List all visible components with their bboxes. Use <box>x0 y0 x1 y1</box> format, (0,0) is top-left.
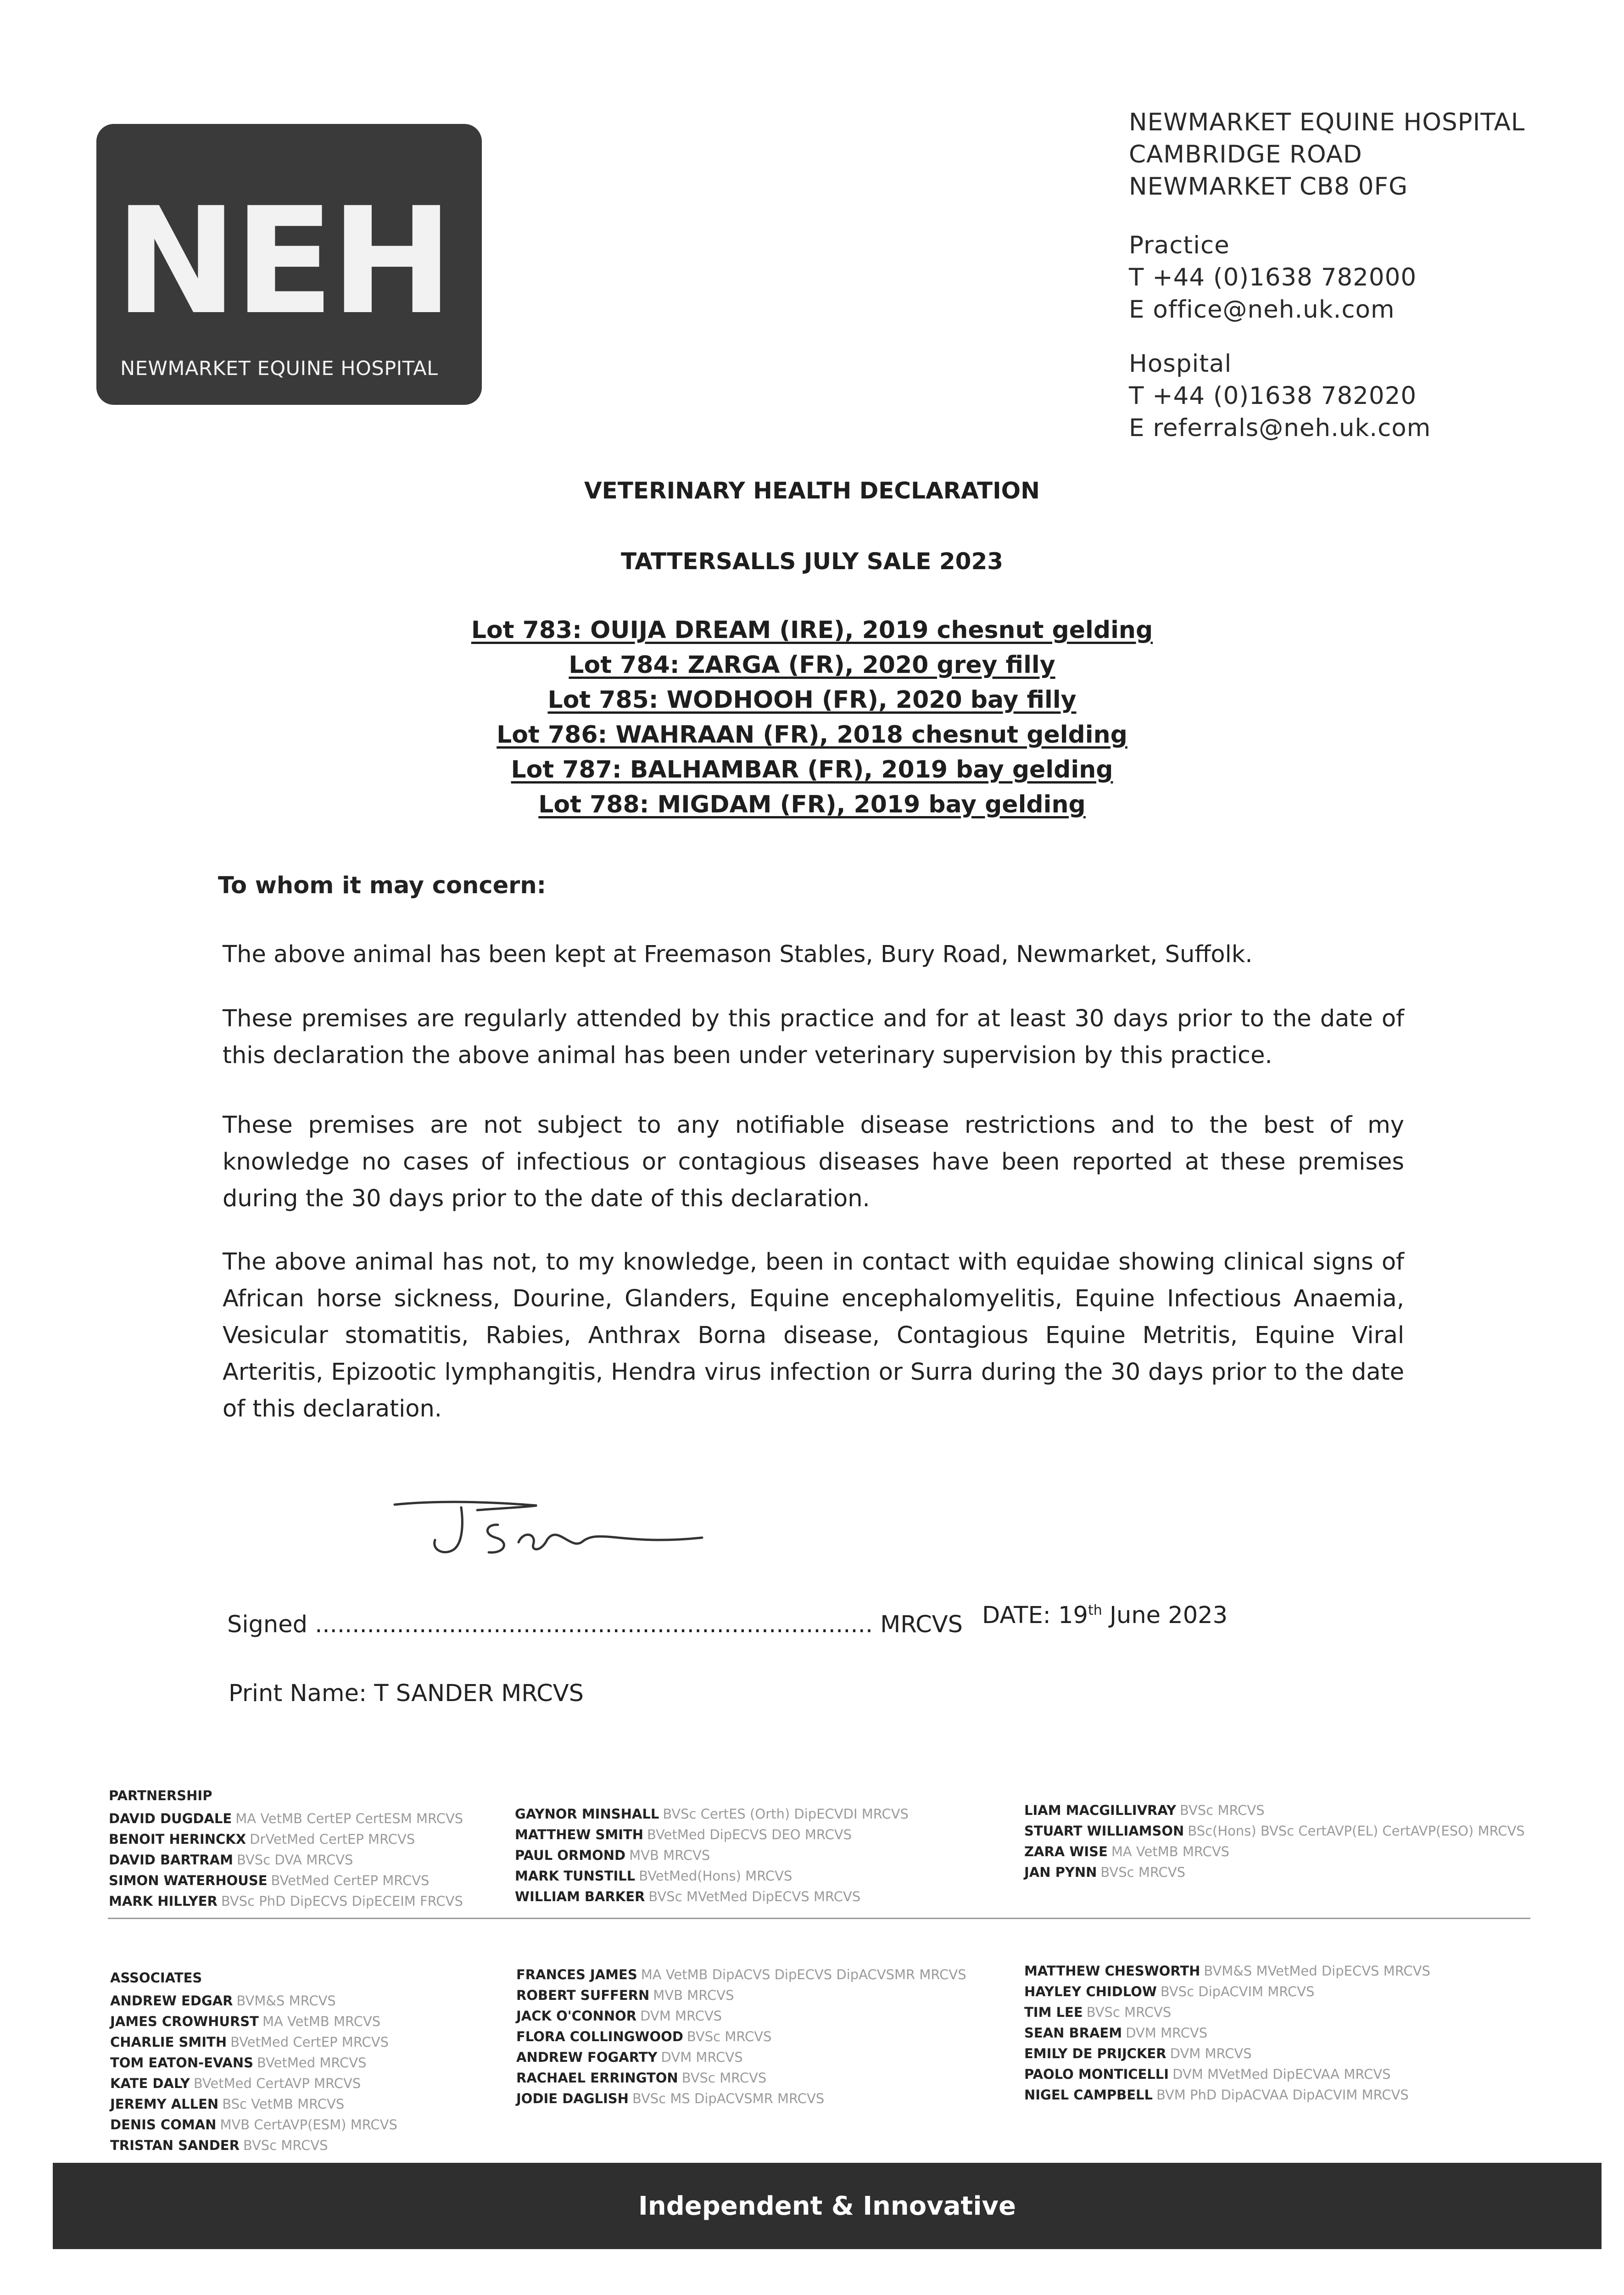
footer-tagline: Independent & Innovative <box>638 2191 1016 2221</box>
staff-entry <box>515 1886 909 1907</box>
print-name: Print Name: T SANDER MRCVS <box>229 1680 584 1707</box>
address-line: CAMBRIDGE ROAD <box>1129 140 1362 168</box>
staff-entry <box>110 2073 397 2094</box>
lot-item: Lot 788: MIGDAM (FR), 2019 bay gelding <box>538 791 1086 818</box>
staff-qualifications: BSc(Hons) BVSc CertAVP(EL) CertAVP(ESO) MRCVS <box>1188 1823 1525 1839</box>
staff-entry <box>1024 2002 1430 2023</box>
staff-name: MARK TUNSTILL <box>515 1868 636 1884</box>
hospital-phone: T +44 (0)1638 782020 <box>1129 382 1417 410</box>
address-line: NEWMARKET EQUINE HOSPITAL <box>1129 108 1525 136</box>
staff-name: DAVID BARTRAM <box>109 1852 233 1868</box>
staff-name: EMILY DE PRIJCKER <box>1024 2046 1166 2061</box>
staff-qualifications: BVetMed(Hons) MRCVS <box>639 1868 792 1884</box>
staff-qualifications: BVSc CertES (Orth) DipECVDI MRCVS <box>663 1806 909 1822</box>
page-title: VETERINARY HEALTH DECLARATION <box>584 477 1040 504</box>
staff-entry <box>516 2047 966 2068</box>
staff-name: KATE DALY <box>110 2076 190 2091</box>
staff-name: JODIE DAGLISH <box>516 2091 629 2106</box>
staff-entry <box>110 2053 397 2073</box>
staff-entry <box>109 1808 463 1829</box>
address-line: NEWMARKET CB8 0FG <box>1129 173 1408 201</box>
staff-qualifications: MVB CertAVP(ESM) MRCVS <box>220 2117 397 2133</box>
staff-qualifications: BVSc DipACVIM MRCVS <box>1160 1984 1315 1999</box>
salutation: To whom it may concern: <box>218 872 547 899</box>
staff-name: FLORA COLLINGWOOD <box>516 2029 683 2044</box>
logo-name: NEWMARKET EQUINE HOSPITAL <box>120 357 438 380</box>
date-prefix: DATE: 19 <box>982 1602 1088 1629</box>
staff-qualifications: DVM MRCVS <box>640 2008 722 2024</box>
staff-entry <box>516 2026 966 2047</box>
staff-qualifications: DrVetMed CertEP MRCVS <box>250 1831 415 1847</box>
practice-email: E office@neh.uk.com <box>1129 296 1395 324</box>
staff-name: CHARLIE SMITH <box>110 2034 227 2050</box>
staff-qualifications: BSc VetMB MRCVS <box>222 2096 345 2112</box>
staff-qualifications: BVetMed CertEP MRCVS <box>230 2034 389 2050</box>
staff-qualifications: BVetMed MRCVS <box>257 2055 367 2071</box>
staff-qualifications: BVSc MRCVS <box>243 2138 328 2153</box>
lot-item: Lot 784: ZARGA (FR), 2020 grey filly <box>569 651 1055 679</box>
partnership-column <box>109 1808 463 1912</box>
section-divider <box>108 1918 1530 1919</box>
staff-entry <box>1024 1961 1430 1982</box>
staff-entry <box>516 2006 966 2026</box>
staff-qualifications: MVB MRCVS <box>653 1987 734 2003</box>
staff-name: ANDREW FOGARTY <box>516 2049 658 2065</box>
staff-entry <box>109 1829 463 1850</box>
paragraph: These premises are regularly attended by this practice and for at least 30 days prior to the date of this declaration the above animal has been under veterinary supervision by this practice. <box>223 1005 1404 1069</box>
staff-name: JACK O'CONNOR <box>516 2008 637 2024</box>
staff-entry <box>1024 1800 1525 1821</box>
staff-qualifications: BVSc PhD DipECVS DipECEIM FRCVS <box>221 1893 463 1909</box>
staff-name: DENIS COMAN <box>110 2117 217 2133</box>
practice-contact <box>1129 230 1417 326</box>
staff-entry <box>515 1804 909 1825</box>
staff-qualifications: BVM&S MRCVS <box>236 1993 336 2009</box>
partnership-column <box>515 1804 909 1907</box>
staff-name: MATTHEW CHESWORTH <box>1024 1963 1200 1979</box>
lot-item: Lot 787: BALHAMBAR (FR), 2019 bay gelding <box>511 756 1113 784</box>
associates-heading: ASSOCIATES <box>110 1970 202 1986</box>
staff-name: ANDREW EDGAR <box>110 1993 233 2009</box>
logo <box>96 124 482 405</box>
practice-phone: T +44 (0)1638 782000 <box>1129 263 1417 291</box>
footer-bar <box>53 2163 1602 2249</box>
signed-line: Signed ........................................................................... MRCVS <box>227 1611 963 1638</box>
staff-entry <box>516 1965 966 1985</box>
staff-qualifications: DVM MRCVS <box>1170 2046 1252 2061</box>
lot-list <box>0 613 1624 822</box>
practice-label: Practice <box>1129 231 1230 259</box>
staff-qualifications: BVSc MRCVS <box>686 2029 772 2044</box>
staff-name: MARK HILLYER <box>109 1893 218 1909</box>
staff-name: DAVID DUGDALE <box>109 1811 232 1826</box>
staff-name: LIAM MACGILLIVRAY <box>1024 1802 1177 1818</box>
staff-entry <box>110 2115 397 2135</box>
staff-entry <box>110 2032 397 2053</box>
staff-name: SIMON WATERHOUSE <box>109 1873 268 1888</box>
staff-entry <box>109 1891 463 1912</box>
staff-entry <box>1024 1982 1430 2002</box>
date-suffix: June 2023 <box>1102 1602 1228 1629</box>
staff-qualifications: BVSc MRCVS <box>1100 1864 1186 1880</box>
staff-entry <box>1024 1862 1525 1883</box>
staff-entry <box>110 2094 397 2115</box>
staff-name: BENOIT HERINCKX <box>109 1831 246 1847</box>
paragraph: The above animal has been kept at Freemason Stables, Bury Road, Newmarket, Suffolk. <box>223 941 1253 968</box>
staff-qualifications: BVSc DVA MRCVS <box>236 1852 353 1868</box>
staff-name: ROBERT SUFFERN <box>516 1987 650 2003</box>
partnership-column <box>1024 1800 1525 1883</box>
staff-entry <box>516 1985 966 2006</box>
date-ordinal: th <box>1088 1602 1102 1618</box>
staff-entry <box>109 1870 463 1891</box>
staff-entry <box>110 2135 397 2156</box>
staff-qualifications: DVM MVetMed DipECVAA MRCVS <box>1172 2066 1391 2082</box>
staff-qualifications: BVM&S MVetMed DipECVS MRCVS <box>1204 1963 1430 1979</box>
staff-name: GAYNOR MINSHALL <box>515 1806 659 1822</box>
lot-item: Lot 783: OUIJA DREAM (IRE), 2019 chesnut gelding <box>471 616 1153 644</box>
staff-entry <box>1024 1821 1525 1842</box>
staff-qualifications: BVSc MRCVS <box>681 2070 767 2086</box>
staff-qualifications: MA VetMB MRCVS <box>262 2014 381 2029</box>
staff-name: SEAN BRAEM <box>1024 2025 1122 2041</box>
staff-entry <box>515 1866 909 1886</box>
staff-entry <box>1024 2085 1430 2105</box>
staff-entry <box>515 1845 909 1866</box>
staff-name: JAN PYNN <box>1024 1864 1097 1880</box>
associates-column <box>516 1965 966 2109</box>
staff-name: NIGEL CAMPBELL <box>1024 2087 1153 2103</box>
staff-entry <box>1024 2064 1430 2085</box>
staff-name: STUART WILLIAMSON <box>1024 1823 1184 1839</box>
paragraph: These premises are not subject to any notifiable disease restrictions and to the best of my knowledge no cases of infectious or contagious diseases have been reported at these premises during the 30 days prior to the date of this declaration. <box>223 1112 1404 1212</box>
staff-entry <box>515 1825 909 1845</box>
staff-entry <box>110 1991 397 2011</box>
logo-mark: NEH <box>115 176 450 347</box>
lot-item: Lot 786: WAHRAAN (FR), 2018 chesnut gelding <box>497 721 1127 749</box>
staff-name: TRISTAN SANDER <box>110 2138 240 2153</box>
staff-name: WILLIAM BARKER <box>515 1889 645 1904</box>
staff-qualifications: MVB MRCVS <box>629 1847 710 1863</box>
staff-qualifications: DVM MRCVS <box>661 2049 743 2065</box>
staff-entry <box>516 2088 966 2109</box>
staff-qualifications: BVetMed CertAVP MRCVS <box>193 2076 361 2091</box>
staff-name: HAYLEY CHIDLOW <box>1024 1984 1157 1999</box>
lot-item: Lot 785: WODHOOH (FR), 2020 bay filly <box>547 686 1077 714</box>
hospital-contact <box>1129 348 1431 444</box>
address-block <box>1129 106 1525 203</box>
staff-name: TIM LEE <box>1024 2004 1083 2020</box>
staff-entry <box>1024 2043 1430 2064</box>
staff-entry <box>1024 1842 1525 1862</box>
staff-qualifications: BVSc MS DipACVSMR MRCVS <box>632 2091 825 2106</box>
staff-qualifications: BVM PhD DipACVAA DipACVIM MRCVS <box>1156 2087 1409 2103</box>
staff-qualifications: BVetMed CertEP MRCVS <box>271 1873 430 1888</box>
staff-name: RACHAEL ERRINGTON <box>516 2070 678 2086</box>
staff-name: ZARA WISE <box>1024 1844 1108 1859</box>
staff-name: PAUL ORMOND <box>515 1847 626 1863</box>
staff-qualifications: BVSc MRCVS <box>1086 2004 1172 2020</box>
associates-column <box>1024 1961 1430 2105</box>
staff-entry <box>110 2011 397 2032</box>
staff-name: JEREMY ALLEN <box>110 2096 219 2112</box>
partnership-heading: PARTNERSHIP <box>109 1788 212 1803</box>
staff-entry <box>1024 2023 1430 2043</box>
staff-entry <box>109 1850 463 1870</box>
paragraph: The above animal has not, to my knowledge, been in contact with equidae showing clinical signs of African horse sickness, Dourine, Glanders, Equine encephalomyelitis, Equine Infectious Anaemia, Vesicular stomatitis, Rabies, Anthrax Borna disease, Contagious Equine Metritis, Equine Viral Arteritis, Epizootic lymphangitis, Hendra virus infection or Surra during the 30 days prior to the date of this declaration. <box>223 1248 1404 1422</box>
staff-name: PAOLO MONTICELLI <box>1024 2066 1169 2082</box>
staff-name: FRANCES JAMES <box>516 1967 637 1982</box>
staff-name: TOM EATON-EVANS <box>110 2055 254 2071</box>
hospital-email: E referrals@neh.uk.com <box>1129 414 1431 442</box>
staff-entry <box>516 2068 966 2088</box>
staff-name: MATTHEW SMITH <box>515 1827 644 1842</box>
staff-qualifications: MA VetMB DipACVS DipECVS DipACVSMR MRCVS <box>641 1967 966 1982</box>
signature-image <box>385 1492 716 1574</box>
staff-qualifications: BVSc MRCVS <box>1180 1802 1265 1818</box>
staff-qualifications: DVM MRCVS <box>1126 2025 1208 2041</box>
hospital-label: Hospital <box>1129 350 1232 378</box>
page-subtitle: TATTERSALLS JULY SALE 2023 <box>620 548 1004 575</box>
staff-name: JAMES CROWHURST <box>110 2014 259 2029</box>
staff-qualifications: BVetMed DipECVS DEO MRCVS <box>647 1827 852 1842</box>
declaration-date <box>982 1602 1228 1629</box>
staff-qualifications: MA VetMB MRCVS <box>1111 1844 1230 1859</box>
associates-column <box>110 1991 397 2156</box>
staff-qualifications: MA VetMB CertEP CertESM MRCVS <box>235 1811 463 1826</box>
staff-qualifications: BVSc MVetMed DipECVS MRCVS <box>648 1889 861 1904</box>
